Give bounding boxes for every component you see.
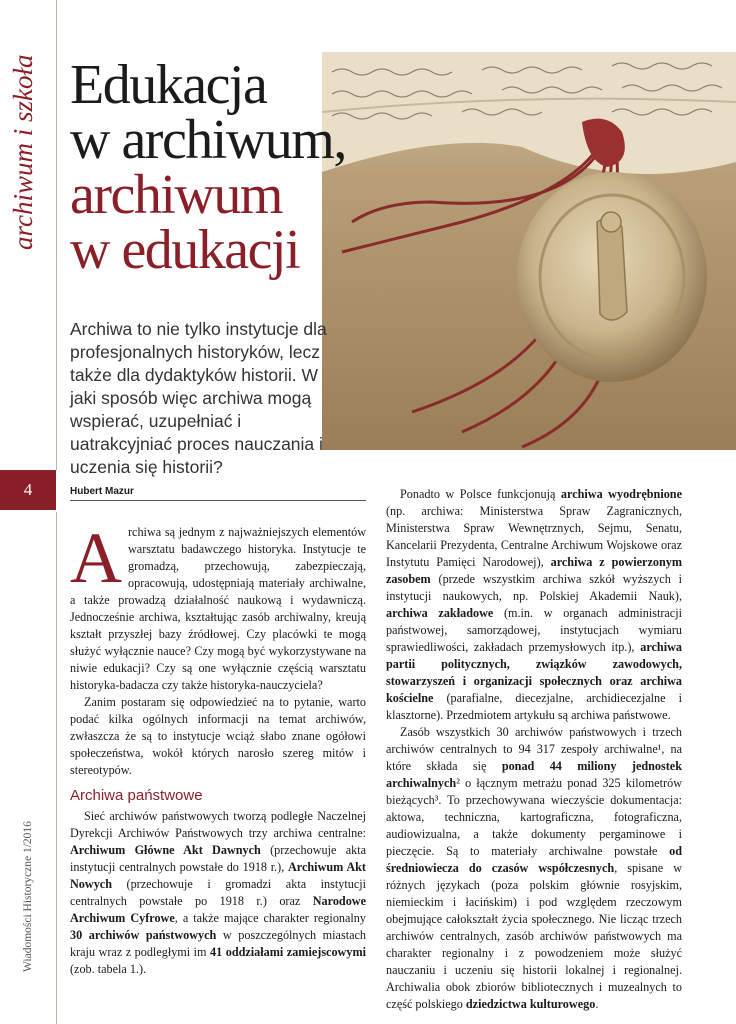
title-line-4: w edukacji xyxy=(70,219,300,281)
column-left xyxy=(70,518,367,978)
intro-text: rchiwa są jednym z najważniejszych elementów warsztatu badawczego historyka. Instytucje te gromadzą, przechowują, zabezpieczają, opracowują, udostępniają materiały archiwalne, a także prowadzą działalność naukową i wydawniczą. Jednocześnie archiwa, kształtując zasób archiwalny, kreują kształt przyszłej bazy źródłowej. Czy placówki te mogą służyć wyłącznie nauce? Czy mogą być wykorzystywane na niwie edukacji? Czy są one wyłącznie częścią warsztatu historyka-badacza czy także historyka-nauczyciela? xyxy=(70,525,366,692)
paragraph: Ponadto w Polsce funkcjonują archiwa wyodrębnione (np. archiwa: Ministerstwa Spraw Zagranicznych, Ministerstwa Spraw Wewnętrznych, Sejmu, Senatu, Kancelarii Prezydenta, Centralne Archiwum Wojskowe oraz Instytutu Pamięci Narodowej), archiwa z powierzonym zasobem (przede wszystkim archiwa szkół wyższych i instytucji naukowych, np. Polskiej Akademii Nauk), archiwa zakładowe (m.in. w organach administracji państwowej, samorządowej, instytucjach wymiaru sprawiedliwości, zakładach przemysłowych itp.), archiwa partii politycznych, związków zawodowych, stowarzyszeń i organizacji społecznych oraz archiwa kościelne (parafialne, diecezjalne, archidiecezjalne i klasztorne). Przedmiotem artykułu są archiwa państwowe. xyxy=(386,487,682,722)
author-rule xyxy=(70,500,366,501)
journal-label: Wiadomości Historyczne 1/2016 xyxy=(22,821,34,972)
intro-paragraph xyxy=(70,518,366,694)
article-title xyxy=(70,54,430,281)
page-number: 4 xyxy=(23,480,33,499)
title-line-1: Edukacja xyxy=(70,54,267,116)
column-right xyxy=(386,486,682,1013)
section-label: archiwum i szkoła xyxy=(8,54,38,250)
sidebar-divider-lower xyxy=(56,512,57,1024)
paragraph: Zanim postaram się odpowiedzieć na to pytanie, warto podać kilka ogólnych informacji na temat archiwów, zwłaszcza że są to instytucje wciąż słabo znane ogółowi społeczeństwa, wokół których narosło szereg mitów i stereotypów. xyxy=(70,695,366,777)
sidebar-divider xyxy=(56,0,57,470)
title-line-3: archiwum xyxy=(70,164,282,226)
paragraph: Zasób wszystkich 30 archiwów państwowych i trzech archiwów centralnych to 94 317 zespoły archiwalne¹, na które składa się ponad 44 miliony jednostek archiwalnych² o łącznym metrażu ponad 325 kilometrów bieżących³. To przechowywana wieczyście dokumentacja: aktowa, techniczna, kartograficzna, fotograficzna, audiowizualna, a także dokumenty pergaminowe i pieczęcie. Są to materiały archiwalne powstałe od średniowiecza do czasów współczesnych, spisane w różnych językach (poza polskim głównie rosyjskim, niemieckim i łacińskim) i pod względem rzeczowym obejmujące całokształt życia społecznego. Nie licząc trzech archiwów centralnych, zasób archiwów państwowych ma charakter regionalny i z powodzeniem może służyć nauczaniu i uczeniu się historii lokalnej i regionalnej. Archiwalia obok zbiorów bibliotecznych i muzealnych to część polskiego dziedzictwa kulturowego. xyxy=(386,725,682,1011)
paragraph: Sieć archiwów państwowych tworzą podległe Naczelnej Dyrekcji Archiwów Państwowych trzy archiwa centralne: Archiwum Główne Akt Dawnych (przechowuje akta instytucji centralnych powstałe do 1918 r.), Archiwum Akt Nowych (przechowuje i gromadzi akta instytucji centralnych powstałe po 1918 r.) oraz Narodowe Archiwum Cyfrowe, a także mające charakter regionalny 30 archiwów państwowych w poszczególnych miastach kraju wraz z podległymi im 41 oddziałami zamiejscowymi (zob. tabela 1.). xyxy=(70,809,367,976)
lead-paragraph: Archiwa to nie tylko instytucje dla profesjonalnych historyków, lecz także dla dydaktyków historii. W jaki sposób więc archiwa mogą wspierać, uzupełniać i uatrakcyjniać proces nauczania i uczenia się historii? xyxy=(70,319,327,477)
subheading: Archiwa państwowe xyxy=(70,787,203,804)
drop-cap: A xyxy=(70,518,122,598)
title-line-2: w archiwum, xyxy=(70,109,346,171)
author-name: Hubert Mazur xyxy=(70,486,134,497)
